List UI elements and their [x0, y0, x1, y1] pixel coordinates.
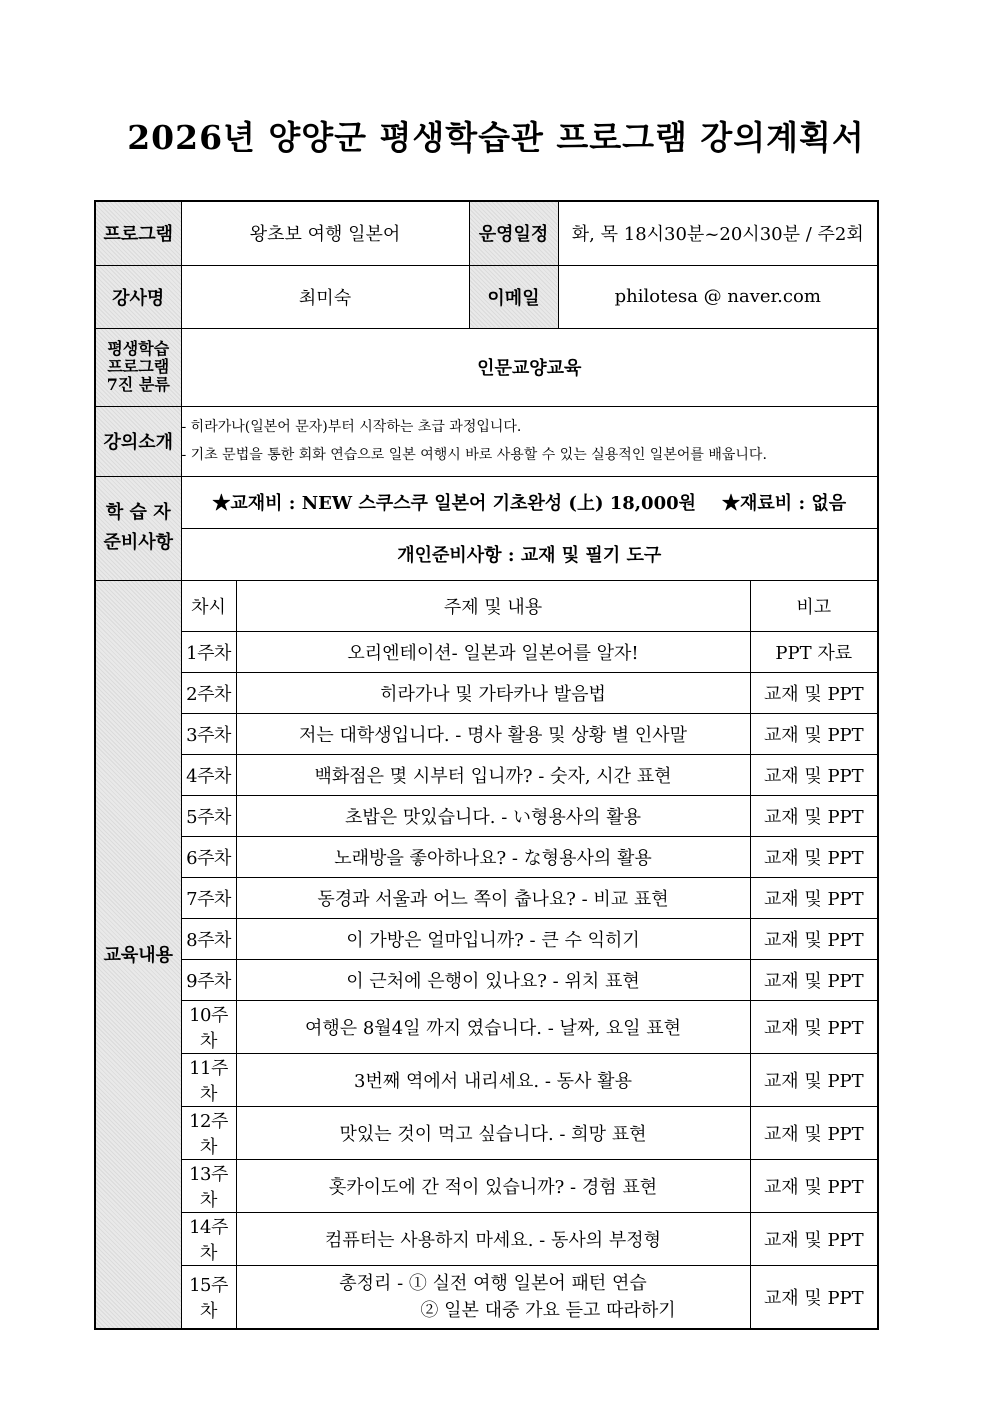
- note-cell: 교재 및 PPT: [750, 959, 878, 1000]
- instructor-label: 강사명: [95, 265, 181, 328]
- email-label: 이메일: [469, 265, 558, 328]
- table-row: [95, 918, 878, 959]
- material-cost: ★재료비 : 없음: [722, 493, 847, 514]
- curriculum-header-row: [95, 580, 878, 631]
- category-value: 인문교양교육: [181, 328, 878, 406]
- session-cell: 15주차: [181, 1265, 236, 1329]
- page-title: 2026년 양양군 평생학습관 프로그램 강의계획서: [127, 118, 865, 157]
- prep-label-line-1: 학 습 자: [105, 502, 171, 523]
- program-row: [95, 201, 878, 265]
- table-row: [95, 1053, 878, 1106]
- note-cell: 교재 및 PPT: [750, 877, 878, 918]
- session-cell: 5주차: [181, 795, 236, 836]
- prep-row-1: [95, 476, 878, 528]
- intro-label: 강의소개: [95, 406, 181, 476]
- col-note-header: 비고: [750, 580, 878, 631]
- note-cell: 교재 및 PPT: [750, 1106, 878, 1159]
- schedule-label: 운영일정: [469, 201, 558, 265]
- note-cell: 교재 및 PPT: [750, 795, 878, 836]
- topic-cell: 저는 대학생입니다. - 명사 활용 및 상황 별 인사말: [236, 713, 750, 754]
- topic-cell: 이 근처에 은행이 있나요? - 위치 표현: [236, 959, 750, 1000]
- textbook-cost: ★교재비 : NEW 스쿠스쿠 일본어 기초완성 (上) 18,000원: [212, 493, 697, 514]
- session-cell: 3주차: [181, 713, 236, 754]
- table-row: [95, 1000, 878, 1053]
- prep-label: [95, 476, 181, 580]
- schedule-value: 화, 목 18시30분~20시30분 / 주2회: [558, 201, 878, 265]
- session-cell: 11주차: [181, 1053, 236, 1106]
- table-row: [95, 1106, 878, 1159]
- final-topic-line-2: ② 일본 대중 가요 듣고 따라하기: [420, 1299, 676, 1321]
- prep-costs: [181, 476, 878, 528]
- note-cell: 교재 및 PPT: [750, 1000, 878, 1053]
- category-row: [95, 328, 878, 406]
- session-cell: 4주차: [181, 754, 236, 795]
- col-session-header: 차시: [181, 580, 236, 631]
- note-cell: 교재 및 PPT: [750, 672, 878, 713]
- instructor-row: [95, 265, 878, 328]
- category-label-line-1: 평생학습: [107, 339, 170, 358]
- table-row: [95, 1212, 878, 1265]
- session-cell: 10주차: [181, 1000, 236, 1053]
- session-cell: 7주차: [181, 877, 236, 918]
- category-label: [95, 328, 181, 406]
- table-row: [95, 836, 878, 877]
- topic-cell: 컴퓨터는 사용하지 마세요. - 동사의 부정형: [236, 1212, 750, 1265]
- session-cell: 2주차: [181, 672, 236, 713]
- table-row: [95, 877, 878, 918]
- intro-line-2: - 기초 문법을 통한 회화 연습으로 일본 여행시 바로 사용할 수 있는 실용적인 일본어를 배웁니다.: [181, 447, 767, 463]
- session-cell: 13주차: [181, 1159, 236, 1212]
- topic-cell: 홋카이도에 간 적이 있습니까? - 경험 표현: [236, 1159, 750, 1212]
- table-row: [95, 959, 878, 1000]
- topic-cell: 3번째 역에서 내리세요. - 동사 활용: [236, 1053, 750, 1106]
- table-row: [95, 631, 878, 672]
- table-row: [95, 713, 878, 754]
- prep-row-2: [95, 528, 878, 580]
- note-cell: 교재 및 PPT: [750, 1053, 878, 1106]
- session-cell: 6주차: [181, 836, 236, 877]
- note-cell: 교재 및 PPT: [750, 754, 878, 795]
- topic-cell: 오리엔테이션- 일본과 일본어를 알자!: [236, 631, 750, 672]
- topic-cell: 이 가방은 얼마입니까? - 큰 수 익히기: [236, 918, 750, 959]
- topic-cell: 노래방을 좋아하나요? - な형용사의 활용: [236, 836, 750, 877]
- table-row: [95, 795, 878, 836]
- session-cell: 12주차: [181, 1106, 236, 1159]
- topic-cell: 히라가나 및 가타카나 발음법: [236, 672, 750, 713]
- intro-line-1: - 히라가나(일본어 문자)부터 시작하는 초급 과정입니다.: [181, 419, 522, 435]
- lecture-plan-table: [94, 200, 879, 1330]
- topic-cell-final: [236, 1265, 750, 1329]
- email-value: philotesa @ naver.com: [558, 265, 878, 328]
- session-cell: 8주차: [181, 918, 236, 959]
- category-label-line-2: 프로그램: [107, 357, 170, 376]
- col-topic-header: 주제 및 내용: [236, 580, 750, 631]
- note-cell: 교재 및 PPT: [750, 713, 878, 754]
- note-cell: 교재 및 PPT: [750, 1265, 878, 1329]
- note-cell: PPT 자료: [750, 631, 878, 672]
- topic-cell: 백화점은 몇 시부터 입니까? - 숫자, 시간 표현: [236, 754, 750, 795]
- prep-label-line-2: 준비사항: [103, 532, 174, 553]
- table-row: [95, 754, 878, 795]
- final-topic-line-1: 총정리 - ① 실전 여행 일본어 패턴 연습: [339, 1272, 647, 1294]
- session-cell: 9주차: [181, 959, 236, 1000]
- program-value: 왕초보 여행 일본어: [181, 201, 469, 265]
- category-label-line-3: 7진 분류: [106, 375, 170, 394]
- table-row-final: [95, 1265, 878, 1329]
- table-row: [95, 1159, 878, 1212]
- note-cell: 교재 및 PPT: [750, 1212, 878, 1265]
- program-label: 프로그램: [95, 201, 181, 265]
- session-cell: 14주차: [181, 1212, 236, 1265]
- topic-cell: 동경과 서울과 어느 쪽이 춥나요? - 비교 표현: [236, 877, 750, 918]
- note-cell: 교재 및 PPT: [750, 836, 878, 877]
- note-cell: 교재 및 PPT: [750, 1159, 878, 1212]
- instructor-value: 최미숙: [181, 265, 469, 328]
- note-cell: 교재 및 PPT: [750, 918, 878, 959]
- session-cell: 1주차: [181, 631, 236, 672]
- topic-cell: 여행은 8월4일 까지 였습니다. - 날짜, 요일 표현: [236, 1000, 750, 1053]
- intro-row: [95, 406, 878, 476]
- topic-cell: 초밥은 맛있습니다. - い형용사의 활용: [236, 795, 750, 836]
- table-row: [95, 672, 878, 713]
- topic-cell: 맛있는 것이 먹고 싶습니다. - 희망 표현: [236, 1106, 750, 1159]
- intro-content: [181, 406, 878, 476]
- curriculum-section-label: 교육내용: [95, 580, 181, 1329]
- personal-prep: 개인준비사항 : 교재 및 필기 도구: [181, 528, 878, 580]
